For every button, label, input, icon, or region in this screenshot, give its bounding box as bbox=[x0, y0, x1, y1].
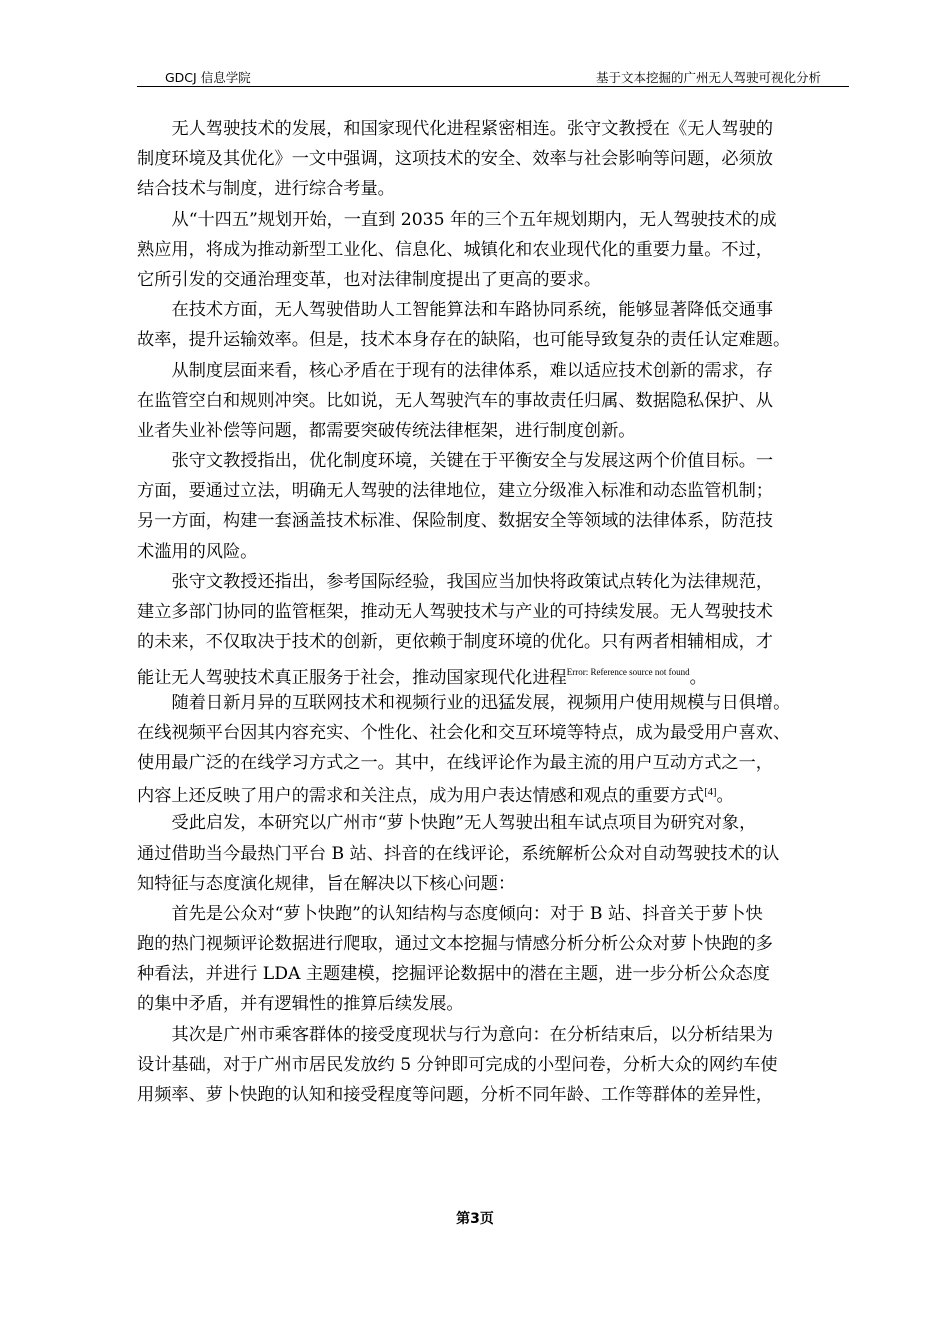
line-text: 无人驾驶技术的发展，和国家现代化进程紧密相连。张守文教授在《无人驾驶的 bbox=[171, 119, 774, 139]
line-text: 建立多部门协同的监管框架，推动无人驾驶技术与产业的可持续发展。无人驾驶技术 bbox=[137, 602, 773, 622]
text-line bbox=[137, 416, 849, 446]
text-line bbox=[137, 476, 849, 506]
line-text: 在技术方面，无人驾驶借助人工智能算法和车路协同系统，能够显著降低交通事 bbox=[171, 300, 774, 321]
citation-marker: [4] bbox=[704, 787, 717, 799]
text-line bbox=[137, 899, 849, 929]
text-line bbox=[137, 356, 849, 386]
text-line bbox=[137, 567, 849, 597]
text-line bbox=[137, 657, 849, 687]
page-header bbox=[137, 66, 849, 87]
sentence-end: 。 bbox=[689, 668, 707, 689]
paragraph bbox=[137, 688, 849, 809]
line-text: 知特征与态度演化规律，旨在解决以下核心问题： bbox=[137, 873, 516, 894]
text-line bbox=[137, 265, 849, 295]
text-line bbox=[137, 808, 849, 838]
text-line bbox=[137, 989, 849, 1019]
line-text: 能让无人驾驶技术真正服务于社会，推动国家现代化进程 bbox=[137, 668, 567, 689]
header-institution: GDCJ 信息学院 bbox=[165, 70, 251, 85]
line-text: 使用最广泛的在线学习方式之一。其中，在线评论作为最主流的用户互动方式之一， bbox=[137, 752, 773, 773]
line-text: 跑的热门视频评论数据进行爬取，通过文本挖掘与情感分析分析公众对萝卜快跑的多 bbox=[137, 934, 773, 955]
reference-error-note: Error: Reference source not found bbox=[566, 667, 690, 678]
paragraph bbox=[137, 114, 849, 205]
text-line bbox=[137, 839, 849, 869]
line-text: 其次是广州市乘客群体的接受度现状与行为意向：在分析结束后，以分析结果为 bbox=[171, 1024, 774, 1045]
paragraph bbox=[137, 1020, 849, 1111]
text-line bbox=[137, 205, 849, 235]
line-text: 业者失业补偿等问题，都需要突破传统法律框架，进行制度创新。 bbox=[137, 420, 636, 441]
text-line bbox=[137, 688, 849, 718]
line-text: 在线视频平台因其内容充实、个性化、社会化和交互环境等特点，成为最受用户喜欢、 bbox=[137, 722, 791, 743]
text-line bbox=[137, 235, 849, 265]
line-text: 受此启发，本研究以广州市“萝卜快跑”无人驾驶出租车试点项目为研究对象， bbox=[171, 813, 757, 834]
line-text: 在监管空白和规则冲突。比如说，无人驾驶汽车的事故责任归属、数据隐私保护、从 bbox=[137, 390, 773, 411]
text-line bbox=[137, 295, 849, 325]
text-line bbox=[137, 869, 849, 899]
text-line bbox=[137, 1080, 849, 1110]
line-text: 设计基础，对于广州市居民发放约 5 分钟即可完成的小型问卷，分析大众的网约车使 bbox=[137, 1054, 778, 1075]
line-text: 从制度层面来看，核心矛盾在于现有的法律体系，难以适应技术创新的需求，存 bbox=[171, 360, 774, 381]
body-text bbox=[137, 114, 849, 1110]
paragraph bbox=[137, 899, 849, 1020]
paragraph bbox=[137, 808, 849, 899]
line-text: 内容上还反映了用户的需求和关注点，成为用户表达情感和观点的重要方式 bbox=[137, 786, 705, 807]
sentence-end: 。 bbox=[716, 786, 734, 807]
text-line bbox=[137, 144, 849, 174]
line-text: 它所引发的交通治理变革，也对法律制度提出了更高的要求。 bbox=[137, 269, 602, 290]
line-text: 熟应用，将成为推动新型工业化、信息化、城镇化和农业现代化的重要力量。不过， bbox=[137, 239, 773, 260]
text-line bbox=[137, 446, 849, 476]
line-text: 结合技术与制度，进行综合考量。 bbox=[137, 179, 395, 200]
page-number: 第3页 bbox=[456, 1211, 494, 1227]
text-line bbox=[137, 929, 849, 959]
text-line bbox=[137, 325, 849, 355]
header-title: 基于文本挖掘的广州无人驾驶可视化分析 bbox=[595, 70, 821, 85]
line-text: 制度环境及其优化》一文中强调，这项技术的安全、效率与社会影响等问题，必须放 bbox=[137, 149, 773, 170]
text-line bbox=[137, 778, 849, 808]
line-text: 的未来，不仅取决于技术的创新，更依赖于制度环境的优化。只有两者相辅相成，才 bbox=[137, 632, 773, 653]
text-line bbox=[137, 1050, 849, 1080]
line-text: 种看法，并进行 LDA 主题建模，挖掘评论数据中的潜在主题，进一步分析公众态度 bbox=[137, 964, 770, 985]
text-line bbox=[137, 748, 849, 778]
paragraph bbox=[137, 567, 849, 688]
paragraph bbox=[137, 295, 849, 355]
paragraph bbox=[137, 446, 849, 567]
line-text: 从“十四五”规划开始，一直到 2035 年的三个五年规划期内，无人驾驶技术的成 bbox=[171, 209, 777, 230]
text-line bbox=[137, 597, 849, 627]
text-line bbox=[137, 537, 849, 567]
line-text: 张守文教授还指出，参考国际经验，我国应当加快将政策试点转化为法律规范， bbox=[171, 571, 774, 592]
line-text: 故率，提升运输效率。但是，技术本身存在的缺陷，也可能导致复杂的责任认定难题。 bbox=[137, 330, 791, 351]
text-line bbox=[137, 959, 849, 989]
line-text: 另一方面，构建一套涵盖技术标准、保险制度、数据安全等领域的法律体系，防范技 bbox=[137, 511, 773, 532]
line-text: 术滥用的风险。 bbox=[137, 541, 258, 562]
line-text: 通过借助当今最热门平台 B 站、抖音的在线评论，系统解析公众对自动驾驶技术的认 bbox=[137, 843, 780, 864]
text-line bbox=[137, 386, 849, 416]
paragraph bbox=[137, 356, 849, 447]
text-line bbox=[137, 627, 849, 657]
text-line bbox=[137, 718, 849, 748]
line-text: 随着日新月异的互联网技术和视频行业的迅猛发展，视频用户使用规模与日俱增。 bbox=[171, 692, 791, 713]
text-line bbox=[137, 114, 849, 144]
line-text: 首先是公众对“萝卜快跑”的认知结构与态度倾向：对于 B 站、抖音关于萝卜快 bbox=[171, 903, 763, 924]
line-text: 的集中矛盾，并有逻辑性的推算后续发展。 bbox=[137, 994, 464, 1015]
paragraph bbox=[137, 205, 849, 296]
line-text: 用频率、萝卜快跑的认知和接受程度等问题，分析不同年龄、工作等群体的差异性， bbox=[137, 1085, 773, 1105]
line-text: 方面，要通过立法，明确无人驾驶的法律地位，建立分级准入标准和动态监管机制； bbox=[137, 481, 773, 502]
line-text: 张守文教授指出，优化制度环境，关键在于平衡安全与发展这两个价值目标。一 bbox=[171, 451, 774, 472]
text-line bbox=[137, 174, 849, 204]
text-line bbox=[137, 506, 849, 536]
text-line bbox=[137, 1020, 849, 1050]
